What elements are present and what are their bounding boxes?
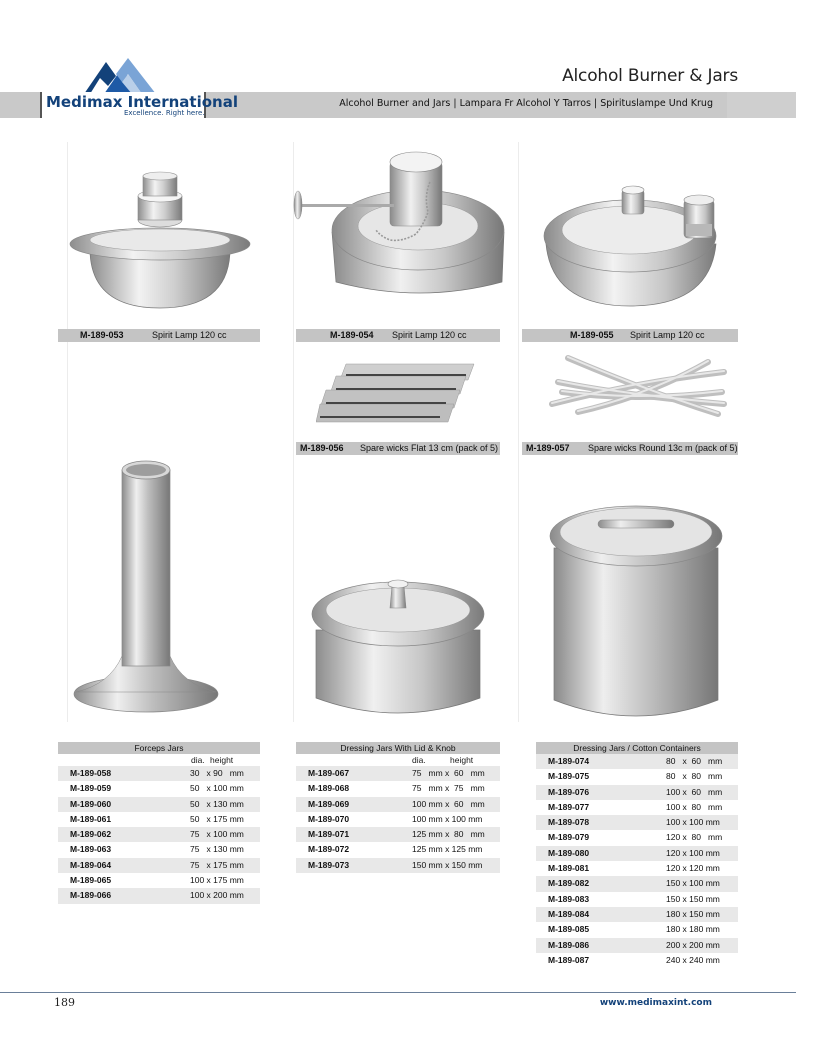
product-desc: Spare wicks Round 13c m (pack of 5) <box>588 443 738 453</box>
page-subtitle: Alcohol Burner and Jars | Lampara Fr Alcohol Y Tarros | Spirituslampe Und Krug <box>339 98 713 109</box>
product-desc: Spirit Lamp 120 cc <box>392 330 467 340</box>
table-title: Dressing Jars / Cotton Containers <box>536 742 738 754</box>
row-size: 100 x 100 mm <box>666 817 720 828</box>
table-row <box>296 842 500 857</box>
row-code: M-189-069 <box>308 798 350 809</box>
brand-name: Medimax International <box>46 93 238 111</box>
row-code: M-189-077 <box>548 801 590 812</box>
table-row <box>536 861 738 876</box>
row-code: M-189-060 <box>70 798 112 809</box>
row-size: 200 x 200 mm <box>666 939 720 950</box>
table-row <box>58 812 260 827</box>
row-code: M-189-073 <box>308 859 350 870</box>
row-size: 100 x 200 mm <box>190 890 244 901</box>
dressing-jars-table <box>296 742 500 873</box>
row-code: M-189-086 <box>548 939 590 950</box>
row-code: M-189-072 <box>308 844 350 855</box>
product-code: M-189-053 <box>80 330 124 340</box>
product-code: M-189-054 <box>330 330 374 340</box>
row-code: M-189-079 <box>548 832 590 843</box>
row-code: M-189-067 <box>308 768 350 778</box>
row-code: M-189-066 <box>70 890 112 901</box>
table-row <box>536 876 738 891</box>
row-code: M-189-058 <box>70 768 112 778</box>
table-row <box>296 781 500 796</box>
table-subheader <box>296 754 500 766</box>
row-size: 120 x 80 mm <box>666 832 723 843</box>
row-size: 30 x 90 mm <box>190 768 244 778</box>
row-code: M-189-084 <box>548 908 590 919</box>
table-title: Forceps Jars <box>58 742 260 754</box>
table-row <box>296 797 500 812</box>
table-body <box>296 766 500 873</box>
table-row <box>536 922 738 937</box>
row-size: 75 x 175 mm <box>190 859 244 870</box>
row-size: 75 mm x 60 mm <box>412 768 485 778</box>
row-size: 180 x 180 mm <box>666 924 720 935</box>
row-code: M-189-063 <box>70 844 112 855</box>
table-row <box>296 827 500 842</box>
product-code: M-189-056 <box>300 443 344 453</box>
product-desc: Spirit Lamp 120 cc <box>630 330 705 340</box>
table-row <box>536 769 738 784</box>
height-label: height <box>210 755 234 765</box>
row-code: M-189-071 <box>308 829 350 840</box>
row-code: M-189-059 <box>70 783 112 794</box>
flat-wicks-056-image <box>316 362 476 424</box>
caption-m-189-055 <box>522 329 738 342</box>
row-code: M-189-062 <box>70 829 112 840</box>
table-row <box>296 766 500 781</box>
cotton-containers-table <box>536 742 738 968</box>
product-desc: Spirit Lamp 120 cc <box>152 330 227 340</box>
height-label: height <box>450 755 474 765</box>
product-desc: Spare wicks Flat 13 cm (pack of 5) <box>360 443 499 453</box>
row-size: 100 mm x 60 mm <box>412 798 485 809</box>
row-code: M-189-082 <box>548 878 590 889</box>
page-number: 189 <box>54 996 75 1009</box>
product-code: M-189-057 <box>526 443 570 453</box>
row-size: 50 x 175 mm <box>190 813 244 824</box>
row-code: M-189-070 <box>308 813 350 824</box>
row-size: 80 x 80 mm <box>666 771 723 782</box>
table-row <box>536 846 738 861</box>
table-row <box>58 766 260 781</box>
row-code: M-189-087 <box>548 954 590 965</box>
table-body <box>536 754 738 968</box>
row-size: 100 mm x 100 mm <box>412 813 483 824</box>
spirit-lamp-054-image <box>290 142 516 302</box>
row-size: 50 x 100 mm <box>190 783 244 794</box>
row-code: M-189-074 <box>548 756 590 766</box>
mountain-logo-icon <box>82 56 158 96</box>
forceps-jar-image <box>70 456 222 720</box>
table-row <box>58 781 260 796</box>
dressing-jar-knob-image <box>308 568 488 724</box>
dia-label: dia. <box>191 755 205 765</box>
row-size: 100 x 80 mm <box>666 801 723 812</box>
spirit-lamp-053-image <box>68 168 252 316</box>
row-size: 180 x 150 mm <box>666 908 720 919</box>
row-size: 120 x 100 mm <box>666 847 720 858</box>
round-wicks-057-image <box>548 352 732 420</box>
brand-tagline: Excellence. Right here. <box>124 109 205 117</box>
row-size: 100 x 175 mm <box>190 875 244 886</box>
table-row <box>58 842 260 857</box>
row-size: 75 x 100 mm <box>190 829 244 840</box>
row-code: M-189-061 <box>70 813 112 824</box>
table-row <box>58 873 260 888</box>
row-size: 100 x 60 mm <box>666 786 723 797</box>
row-size: 150 mm x 150 mm <box>412 859 483 870</box>
spirit-lamp-055-image <box>538 180 722 310</box>
row-size: 75 x 130 mm <box>190 844 244 855</box>
guide-line <box>518 142 519 722</box>
row-size: 120 x 120 mm <box>666 863 720 874</box>
table-row <box>536 800 738 815</box>
row-code: M-189-085 <box>548 924 590 935</box>
row-size: 125 mm x 125 mm <box>412 844 483 855</box>
row-code: M-189-081 <box>548 863 590 874</box>
table-body <box>58 766 260 904</box>
page-title: Alcohol Burner & Jars <box>562 66 738 86</box>
table-row <box>536 830 738 845</box>
forceps-jars-table <box>58 742 260 904</box>
table-row <box>296 858 500 873</box>
row-code: M-189-065 <box>70 875 112 886</box>
row-size: 150 x 150 mm <box>666 893 720 904</box>
row-code: M-189-068 <box>308 783 350 794</box>
dia-label: dia. <box>412 755 426 765</box>
row-size: 75 mm x 75 mm <box>412 783 485 794</box>
table-row <box>536 754 738 769</box>
row-size: 150 x 100 mm <box>666 878 720 889</box>
table-row <box>536 785 738 800</box>
table-row <box>536 907 738 922</box>
table-row <box>58 797 260 812</box>
row-size: 50 x 130 mm <box>190 798 244 809</box>
row-size: 240 x 240 mm <box>666 954 720 965</box>
table-subheader <box>58 754 260 766</box>
caption-m-189-056 <box>296 442 500 455</box>
table-row <box>296 812 500 827</box>
caption-m-189-053 <box>58 329 260 342</box>
table-row <box>536 938 738 953</box>
table-row <box>536 892 738 907</box>
row-code: M-189-064 <box>70 859 112 870</box>
row-code: M-189-080 <box>548 847 590 858</box>
footer-divider <box>0 992 796 993</box>
table-row <box>58 888 260 903</box>
table-row <box>536 953 738 968</box>
table-row <box>58 827 260 842</box>
caption-m-189-054 <box>296 329 500 342</box>
row-size: 80 x 60 mm <box>666 756 723 766</box>
row-code: M-189-075 <box>548 771 590 782</box>
caption-m-189-057 <box>522 442 738 455</box>
cotton-container-image <box>548 496 724 724</box>
table-row <box>536 815 738 830</box>
table-row <box>58 858 260 873</box>
table-title: Dressing Jars With Lid & Knob <box>296 742 500 754</box>
row-code: M-189-083 <box>548 893 590 904</box>
footer-url-link[interactable]: www.medimaxint.com <box>599 998 712 1008</box>
header-band-end <box>727 92 796 118</box>
row-size: 125 mm x 80 mm <box>412 829 485 840</box>
row-code: M-189-076 <box>548 786 590 797</box>
row-code: M-189-078 <box>548 817 590 828</box>
product-code: M-189-055 <box>570 330 614 340</box>
